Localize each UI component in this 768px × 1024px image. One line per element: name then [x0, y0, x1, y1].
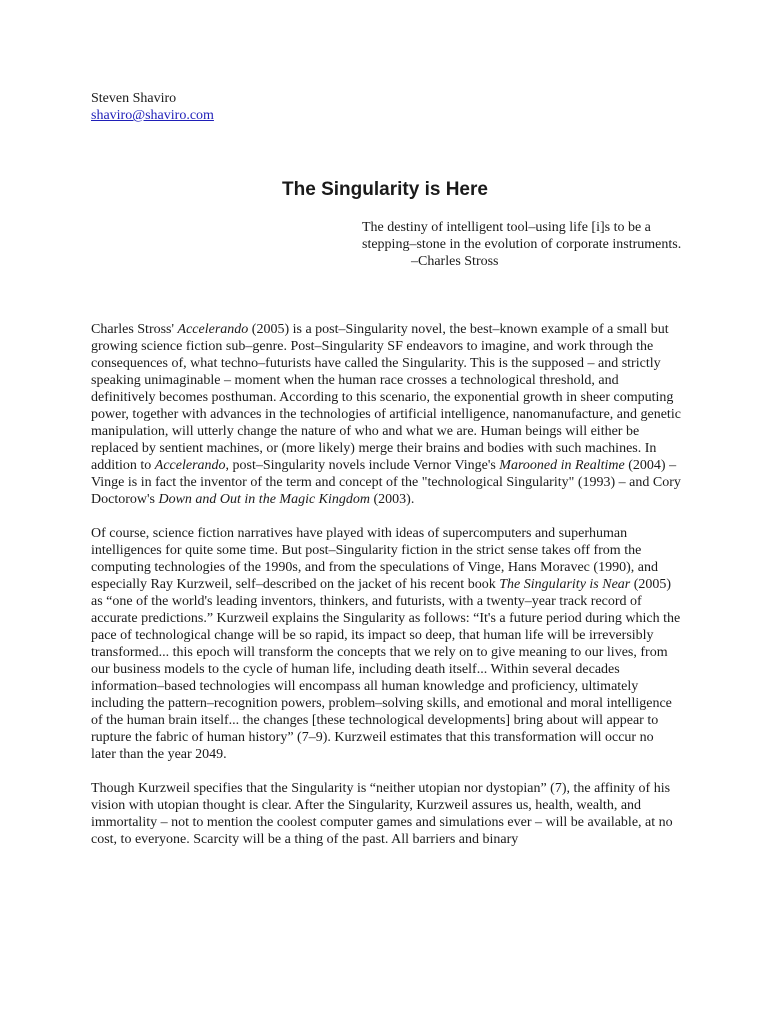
- book-title: Accelerando: [177, 322, 249, 337]
- book-title: The Singularity is Near: [499, 577, 631, 592]
- text-run: Charles Stross': [91, 322, 178, 337]
- epigraph: [362, 219, 692, 270]
- paragraph-3: [91, 780, 681, 848]
- body-text: [91, 321, 681, 865]
- email-link[interactable]: shaviro@shaviro.com: [91, 108, 214, 123]
- book-title: Down and Out in the Magic Kingdom: [158, 492, 371, 507]
- paragraph-2: [91, 525, 681, 763]
- paragraph-1: [91, 321, 681, 508]
- document-title: The Singularity is Here: [282, 179, 488, 200]
- text-run: (2004) – Vinge is in fact the inventor of the term and concept of the "technological Singularity" (1993) – and Cory Doctorow's: [91, 458, 681, 507]
- book-title: Accelerando: [154, 458, 226, 473]
- text-run: Though Kurzweil specifies that the Singularity is “neither utopian nor dystopian” (7), the affinity of his vision with utopian thought is clear. After the Singularity, Kurzweil assures us, health, wealth, and immortality – not to mention the coolest computer games and simulations ever – will be available, at no cost, to everyone. Scarcity will be a thing of the past. All barriers and binary: [91, 781, 673, 847]
- text-run: (2005) is a post–Singularity novel, the best–known example of a small but growing science fiction sub–genre. Post–Singularity SF endeavors to imagine, and work through the consequences of, what techno–futurists have called the Singularity. This is the supposed – and strictly speaking unimaginable – moment when the human race crosses a technological threshold, and definitively becomes posthuman. According to this scenario, the exponential growth in sheer computing power, together with advances in the technologies of artificial intelligence, nanomanufacture, and genetic manipulation, will utterly change the nature of who and what we are. Human beings will either be replaced by sentient machines, or (more likely) merge their brains and bodies with such machines. In addition to: [91, 322, 681, 473]
- text-run: (2003).: [370, 492, 415, 507]
- text-run: Of course, science fiction narratives have played with ideas of supercomputers and superhuman intelligences for quite some time. But post–Singularity fiction in the strict sense takes off from the computing technologies of the 1990s, and from the speculations of Vinge, Hans Moravec (1990), and especially Ray Kurzweil, self–described on the jacket of his recent book: [91, 526, 658, 592]
- epigraph-text: The destiny of intelligent tool–using life [i]s to be a stepping–stone in the evolution of corporate instruments.: [362, 220, 682, 252]
- book-title: Marooned in Realtime: [499, 458, 625, 473]
- author-block: [91, 90, 214, 124]
- text-run: (2005) as “one of the world's leading inventors, thinkers, and futurists, with a twenty–year track record of accurate predictions.” Kurzweil explains the Singularity as follows: “It's a future period during which the pace of technological change will be so rapid, its impact so deep, that human life will be irreversibly transformed... this epoch will transform the concepts that we rely on to give meaning to our lives, from our business models to the cycle of human life, including death itself... Within several decades information–based technologies will encompass all human knowledge and proficiency, ultimately including the pattern–recognition powers, problem–solving skills, and emotional and moral intelligence of the human brain itself... the changes [these technological developments] bring about will appear to rupture the fabric of human history” (7–9). Kurzweil estimates that this transformation will occur no later than the year 2049.: [91, 577, 681, 762]
- epigraph-attribution: –Charles Stross: [411, 254, 499, 269]
- author-name: Steven Shaviro: [91, 91, 177, 106]
- text-run: , post–Singularity novels include Vernor Vinge's: [225, 458, 500, 473]
